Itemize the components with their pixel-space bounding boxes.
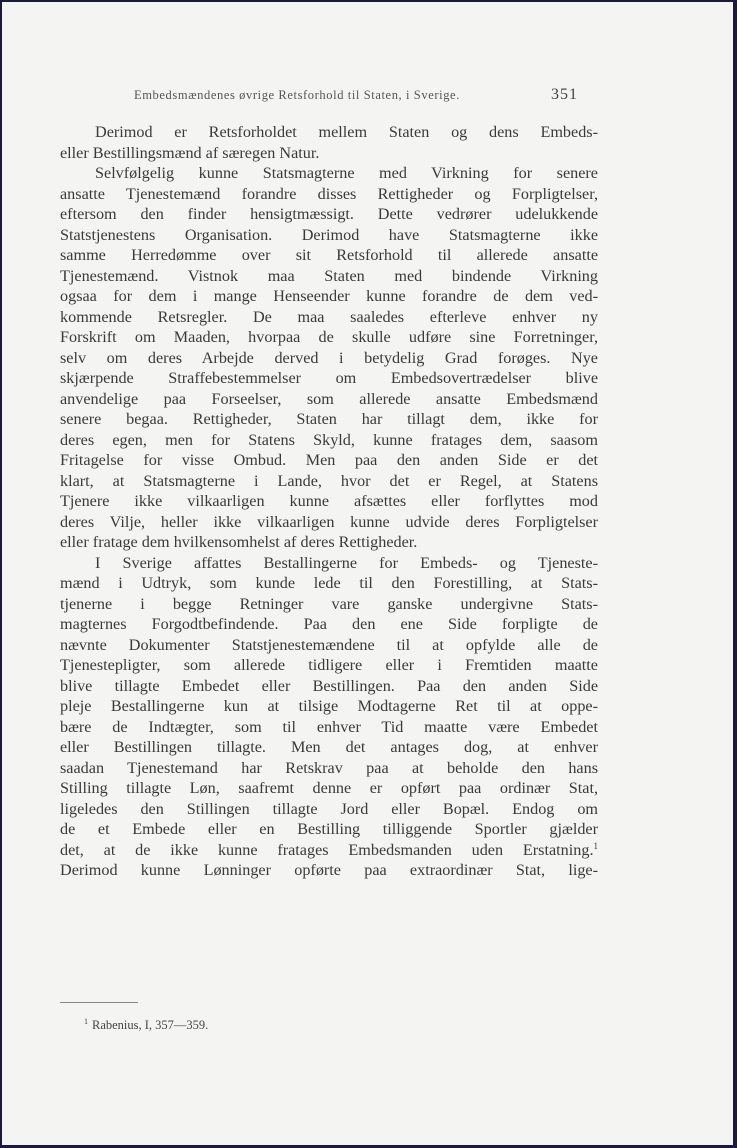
text-line: [60, 225, 598, 246]
text-line: [60, 348, 598, 369]
text-line-content: deres Vilje, heller ikke vilkaarligen kunne udvide deres Forpligtelser: [60, 512, 598, 531]
text-line-content: tjenerne i begge Retninger vare ganske undergivne Stats-: [60, 594, 598, 613]
text-line-content: samme Herredømme over sit Retsforhold til allerede ansatte: [60, 246, 598, 264]
text-line: [60, 307, 598, 328]
text-line-content: Selvfølgelig kunne Statsmagterne med Virkning for senere: [95, 164, 598, 182]
text-line: [60, 778, 598, 799]
text-line: [60, 840, 598, 861]
text-line-content: Statstjenestens Organisation. Derimod have Statsmagterne ikke: [60, 225, 598, 244]
text-line: [60, 184, 598, 205]
text-line: [60, 389, 598, 410]
text-line: [60, 143, 598, 164]
document-page: [2, 2, 733, 1145]
text-line-content: ligeledes den Stillingen tillagte Jord eller Bopæl. Endog om: [60, 799, 598, 818]
text-line-content: klart, at Statsmagterne i Lande, hvor det er Regel, at Statens: [60, 471, 598, 490]
text-line: [60, 471, 598, 492]
text-line: [60, 676, 598, 697]
body-text: [60, 122, 598, 881]
footnote-reference[interactable]: 1: [593, 840, 598, 851]
text-line-content: mænd i Udtryk, som kunde lede til den Forestilling, at Stats-: [60, 574, 598, 592]
text-line-content: Tjenestepligter, som allerede tidligere eller i Fremtiden maatte: [60, 656, 598, 674]
text-line-content: eftersom den finder hensigtmæssigt. Dette vedrører udelukkende: [60, 205, 598, 223]
text-line-content: eller Bestillingsmænd af særegen Natur.: [60, 143, 320, 162]
text-line-content: senere begaa. Rettigheder, Staten har tillagt dem, ikke for: [60, 410, 598, 428]
text-line: [60, 532, 598, 553]
text-line-content: kommende Retsregler. De maa saaledes efterleve enhver ny: [60, 307, 598, 326]
text-line: [60, 655, 598, 676]
text-line-content: Forskrift om Maaden, hvorpaa de skulle udføre sine Forretninger,: [60, 328, 598, 346]
text-line-content: magternes Forgodtbefindende. Paa den ene Side forpligte de: [60, 615, 598, 633]
text-line-content: saadan Tjenestemand har Retskrav paa at beholde den hans: [60, 758, 598, 777]
text-line-content: de et Embede eller en Bestilling tilliggende Sportler gjælder: [60, 820, 598, 838]
text-line-content: I Sverige affattes Bestallingerne for Embeds- og Tjeneste-: [95, 553, 598, 572]
text-line: [60, 122, 598, 143]
running-header: Embedsmændenes øvrige Retsforhold til Staten, i Sverige.: [134, 88, 460, 102]
text-line: [60, 512, 598, 533]
text-line: [60, 245, 598, 266]
text-line: [60, 717, 598, 738]
text-line: [60, 286, 598, 307]
page-number: 351: [551, 86, 578, 103]
text-line-content: deres egen, men for Statens Skyld, kunne fratages dem, saasom: [60, 430, 598, 449]
text-line-content: nævnte Dokumenter Statstjenestemændene til at opfylde alle de: [60, 635, 598, 654]
footnote-marker: 1: [84, 1017, 88, 1026]
text-line-content: Stilling tillagte Løn, saafremt denne er opført paa ordinær Stat,: [60, 779, 598, 797]
text-line: [60, 163, 598, 184]
text-line: [60, 614, 598, 635]
text-line: [60, 758, 598, 779]
text-line: [60, 553, 598, 574]
text-line-content: anvendelige paa Forseelser, som allerede ansatte Embedsmænd: [60, 389, 598, 408]
text-line: [60, 450, 598, 471]
text-line-content: blive tillagte Embedet eller Bestillingen. Paa den anden Side: [60, 676, 598, 695]
text-line: [60, 327, 598, 348]
text-line-content: skjærpende Straffebestemmelser om Embedsovertrædelser blive: [60, 369, 598, 387]
text-line-content: pleje Bestallingerne kun at tilsige Modtagerne Ret til at oppe-: [60, 697, 598, 715]
text-line: [60, 368, 598, 389]
text-line: [60, 696, 598, 717]
text-line: [60, 799, 598, 820]
text-line-content: Tjenestemænd. Vistnok maa Staten med bindende Virkning: [60, 266, 598, 285]
text-line: [60, 409, 598, 430]
text-line-content: Fritagelse for visse Ombud. Men paa den anden Side er det: [60, 451, 598, 469]
text-line: [60, 491, 598, 512]
text-line-content: det, at de ikke kunne fratages Embedsmanden uden Erstatning.: [60, 840, 594, 859]
footnote: [84, 1017, 208, 1033]
text-line: [60, 737, 598, 758]
footnote-divider: [60, 1002, 138, 1003]
text-line-content: selv om deres Arbejde derved i betydelig Grad forøges. Nye: [60, 348, 598, 367]
text-line-content: ansatte Tjenestemænd forandre disses Rettigheder og Forpligtelser,: [60, 184, 598, 203]
text-line-content: Tjenere ikke vilkaarligen kunne afsættes eller forflyttes mod: [60, 492, 598, 510]
text-line-content: eller Bestillingen tillagte. Men det antages dog, at enhver: [60, 738, 598, 756]
text-line: [60, 430, 598, 451]
text-line-content: ogsaa for dem i mange Henseender kunne forandre de dem ved-: [60, 287, 598, 305]
text-line-content: eller fratage dem hvilkensomhelst af deres Rettigheder.: [60, 533, 418, 551]
text-line: [60, 635, 598, 656]
text-line: [60, 860, 598, 881]
text-line: [60, 819, 598, 840]
footnote-text: Rabenius, I, 357—359.: [92, 1018, 209, 1032]
text-line-content: Derimod kunne Lønninger opførte paa extraordinær Stat, lige-: [60, 861, 598, 879]
text-line: [60, 573, 598, 594]
text-line: [60, 266, 598, 287]
text-line-content: Derimod er Retsforholdet mellem Staten og dens Embeds-: [95, 123, 598, 141]
text-line-content: bære de Indtægter, som til enhver Tid maatte være Embedet: [60, 717, 598, 736]
text-line: [60, 594, 598, 615]
text-line: [60, 204, 598, 225]
